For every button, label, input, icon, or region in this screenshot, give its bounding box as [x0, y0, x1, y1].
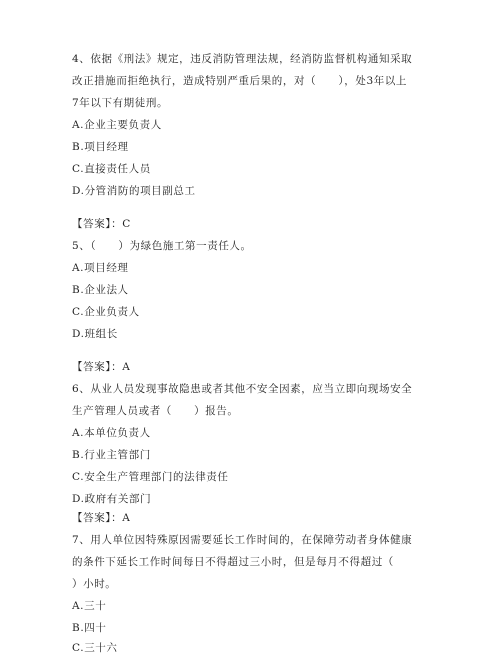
question-4-option-b: B.项目经理	[72, 141, 129, 153]
question-4-option-a: A.企业主要负责人	[72, 119, 162, 131]
question-6-answer: 【答案】：A	[72, 512, 131, 524]
question-7-option-a: A.三十	[72, 600, 107, 612]
question-7-option-b: B.四十	[72, 622, 107, 634]
question-6-stem-line-1: 6、从业人员发现事故隐患或者其他不安全因素，应当立即向现场安全	[72, 383, 413, 395]
question-5-option-a: A.项目经理	[72, 262, 129, 274]
question-4-stem-line-1: 4、依据《刑法》规定，违反消防管理法规，经消防监督机构通知采取	[72, 53, 413, 65]
question-7-stem-line-1: 7、用人单位因特殊原因需要延长工作时间的，在保障劳动者身体健康	[72, 534, 413, 546]
question-4-stem-line-3: 7年以下有期徒刑。	[72, 97, 169, 109]
question-5-answer: 【答案】：A	[72, 361, 131, 373]
question-4-stem-line-2: 改正措施而拒绝执行，造成特别严重后果的，对（ ），处3年以上	[72, 75, 408, 87]
question-7-option-c: C.三十六	[72, 642, 118, 654]
question-4-answer: 【答案】：C	[72, 218, 131, 230]
question-6-option-c: C.安全生产管理部门的法律责任	[72, 471, 229, 483]
question-6-option-a: A.本单位负责人	[72, 427, 151, 439]
question-6-stem-line-2: 生产管理人员或者（ ）报告。	[72, 405, 239, 417]
question-4-option-c: C.直接责任人员	[72, 163, 151, 175]
question-5-stem-line-1: 5、（ ）为绿色施工第一责任人。	[72, 240, 252, 252]
question-5-option-c: C.企业负责人	[72, 306, 140, 318]
question-7-stem-line-3: ）小时。	[72, 578, 117, 590]
question-5-option-d: D.班组长	[72, 328, 118, 340]
question-4-option-d: D.分管消防的项目副总工	[72, 185, 196, 197]
question-6-option-b: B.行业主管部门	[72, 449, 151, 461]
question-5-option-b: B.企业法人	[72, 284, 129, 296]
question-6-option-d: D.政府有关部门	[72, 493, 152, 505]
question-7-stem-line-2: 的条件下延长工作时间每日不得超过三小时，但是每月不得超过（	[72, 556, 394, 568]
